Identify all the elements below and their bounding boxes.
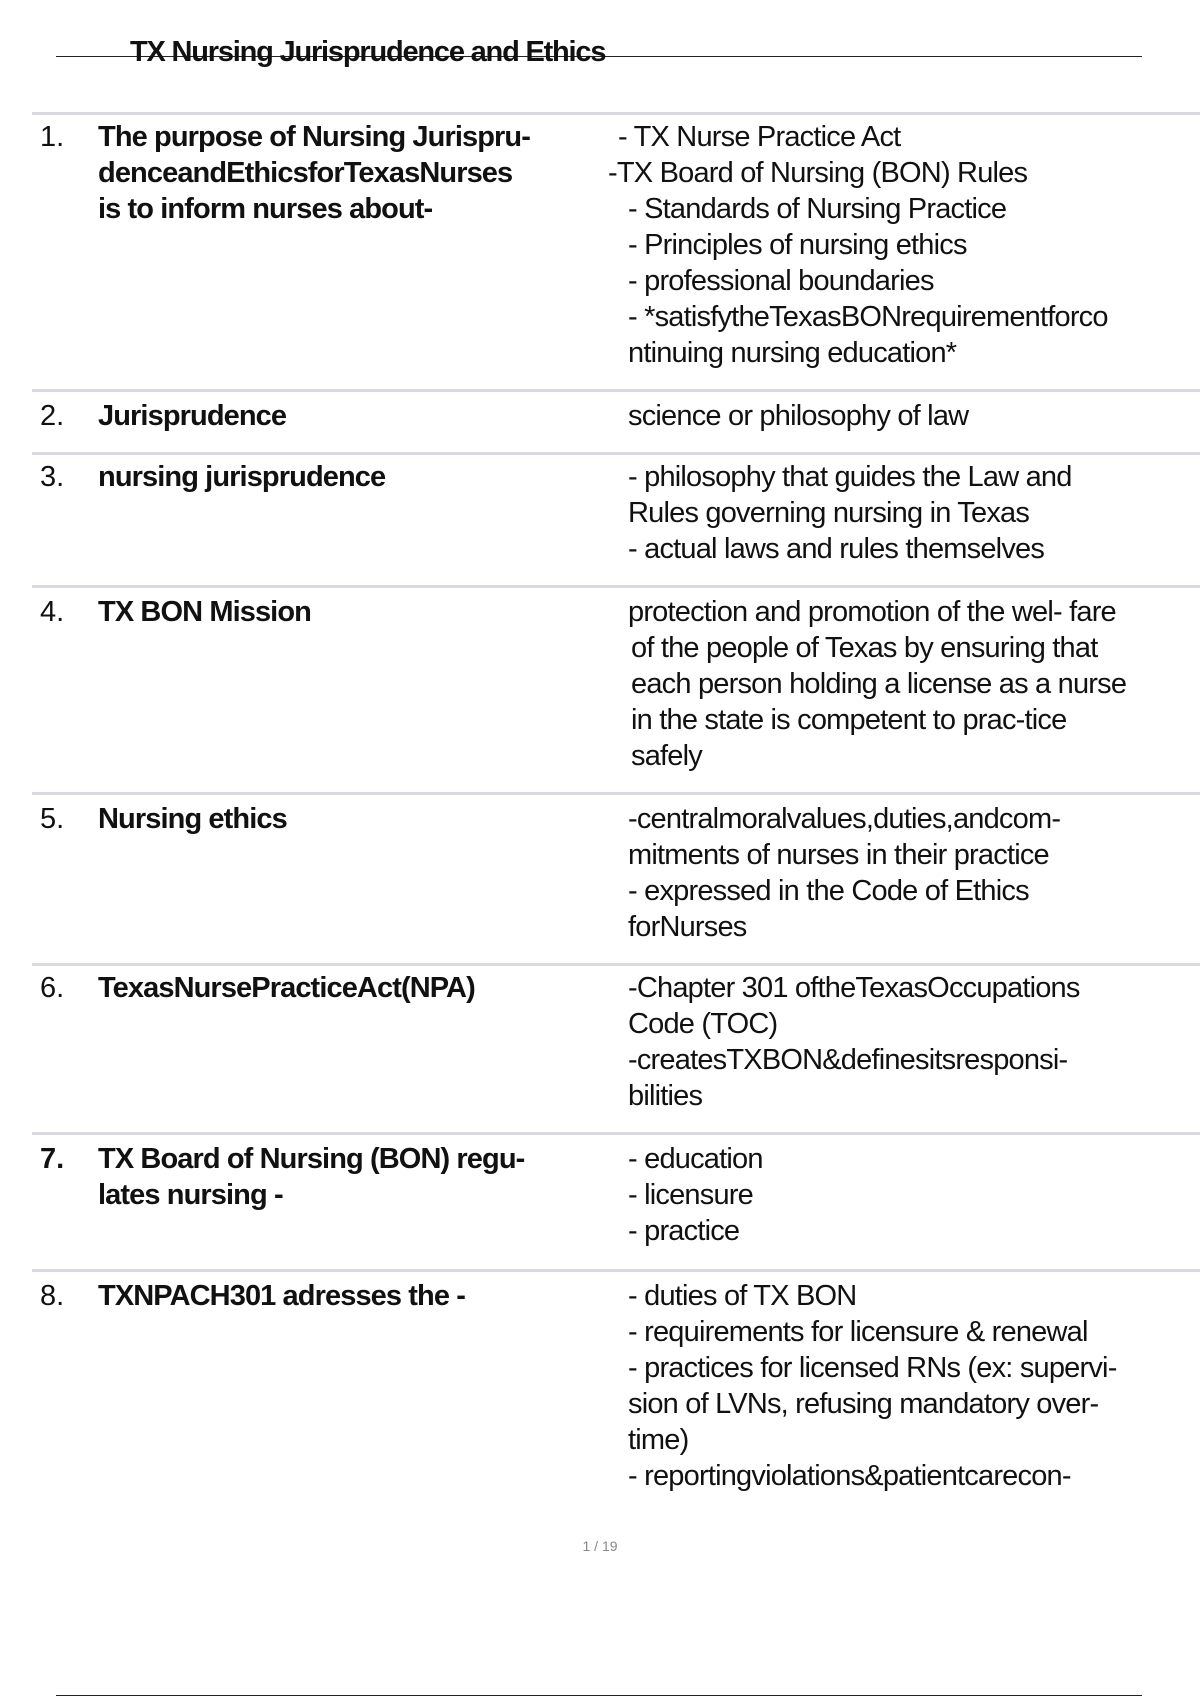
card-number: 2. <box>40 400 65 432</box>
term-line: TX Board of Nursing (BON) regu- <box>98 1143 525 1175</box>
card-definition <box>608 119 1200 371</box>
card-definition <box>628 801 1200 945</box>
definition-line: - expressed in the Code of Ethics <box>628 875 1029 907</box>
flashcard-row <box>32 1269 1200 1494</box>
card-definition <box>628 1141 1200 1249</box>
definition-line: -TX Board of Nursing (BON) Rules <box>608 157 1028 189</box>
card-term <box>98 970 628 1114</box>
term-line: denceandEthicsforTexasNurses <box>98 157 513 189</box>
definition-line: - *satisfytheTexasBONrequirementforco <box>628 301 1108 333</box>
card-number: 6. <box>40 972 65 1004</box>
card-term <box>98 119 628 371</box>
definition-line: sion of LVNs, refusing mandatory over- <box>628 1388 1099 1420</box>
card-number: 8. <box>40 1280 65 1312</box>
card-definition <box>628 970 1200 1114</box>
flashcard-row <box>32 1132 1200 1269</box>
definition-line: ntinuing nursing education* <box>628 337 957 369</box>
term-line: TexasNursePracticeAct(NPA) <box>98 972 475 1004</box>
definition-line: safely <box>631 740 702 772</box>
term-line: Nursing ethics <box>98 803 287 835</box>
definition-line: -centralmoralvalues,duties,andcom- <box>628 803 1061 835</box>
definition-line: time) <box>628 1424 689 1456</box>
definition-line: - actual laws and rules themselves <box>628 533 1045 565</box>
card-term <box>98 801 628 945</box>
definition-line: - practice <box>628 1215 740 1247</box>
card-definition <box>628 594 1200 774</box>
card-term <box>98 459 628 567</box>
card-number: 1. <box>40 121 65 153</box>
card-number: 5. <box>40 803 65 835</box>
term-line: The purpose of Nursing Jurispru- <box>98 121 530 153</box>
definition-line: of the people of Texas by ensuring that <box>631 632 1098 664</box>
card-number: 4. <box>40 596 65 628</box>
flashcard-list <box>32 112 1200 1494</box>
flashcard-row <box>32 585 1200 792</box>
flashcard-row <box>32 792 1200 963</box>
definition-line: forNurses <box>628 911 747 943</box>
definition-line: protection and promotion of the wel- fare <box>628 596 1116 628</box>
card-term <box>98 594 628 774</box>
definition-line: - professional boundaries <box>628 265 934 297</box>
card-term <box>98 398 628 434</box>
definition-line: - practices for licensed RNs (ex: supervi- <box>628 1352 1117 1384</box>
definition-line: - duties of TX BON <box>628 1280 857 1312</box>
card-number: 7. <box>40 1143 65 1175</box>
definition-line: Rules governing nursing in Texas <box>628 497 1030 529</box>
definition-line: bilities <box>628 1080 703 1112</box>
definition-line: - education <box>628 1143 763 1175</box>
footer-rule <box>56 1695 1142 1696</box>
page-number: 1 / 19 <box>582 1538 618 1554</box>
definition-line: - licensure <box>628 1179 753 1211</box>
term-line: Jurisprudence <box>98 400 287 432</box>
document-title: TX Nursing Jurisprudence and Ethics <box>130 36 606 68</box>
definition-line: - TX Nurse Practice Act <box>618 121 901 153</box>
card-definition <box>628 398 1200 434</box>
card-definition <box>628 1278 1200 1494</box>
term-line: TXNPACH301 adresses the - <box>98 1280 466 1312</box>
card-number: 3. <box>40 461 65 493</box>
term-line: nursing jurisprudence <box>98 461 386 493</box>
definition-line: - requirements for licensure & renewal <box>628 1316 1088 1348</box>
definition-line: - Standards of Nursing Practice <box>628 193 1007 225</box>
term-line: TX BON Mission <box>98 596 311 628</box>
definition-line: - Principles of nursing ethics <box>628 229 967 261</box>
definition-line: - philosophy that guides the Law and <box>628 461 1072 493</box>
card-term <box>98 1278 628 1494</box>
flashcard-row <box>32 112 1200 389</box>
definition-line: science or philosophy of law <box>628 400 969 432</box>
flashcard-row <box>32 452 1200 585</box>
definition-line: each person holding a license as a nurse <box>631 668 1127 700</box>
term-line: lates nursing - <box>98 1179 283 1211</box>
definition-line: in the state is competent to prac-tice <box>631 704 1067 736</box>
definition-line: -Chapter 301 oftheTexasOccupations <box>628 972 1080 1004</box>
definition-line: - reportingviolations&patientcarecon- <box>628 1460 1071 1492</box>
definition-line: -createsTXBON&definesitsresponsi- <box>628 1044 1068 1076</box>
definition-line: Code (TOC) <box>628 1008 778 1040</box>
definition-line: mitments of nurses in their practice <box>628 839 1049 871</box>
term-line: is to inform nurses about- <box>98 193 433 225</box>
card-definition <box>628 459 1200 567</box>
flashcard-row <box>32 389 1200 452</box>
card-term <box>98 1141 628 1249</box>
flashcard-row <box>32 963 1200 1132</box>
